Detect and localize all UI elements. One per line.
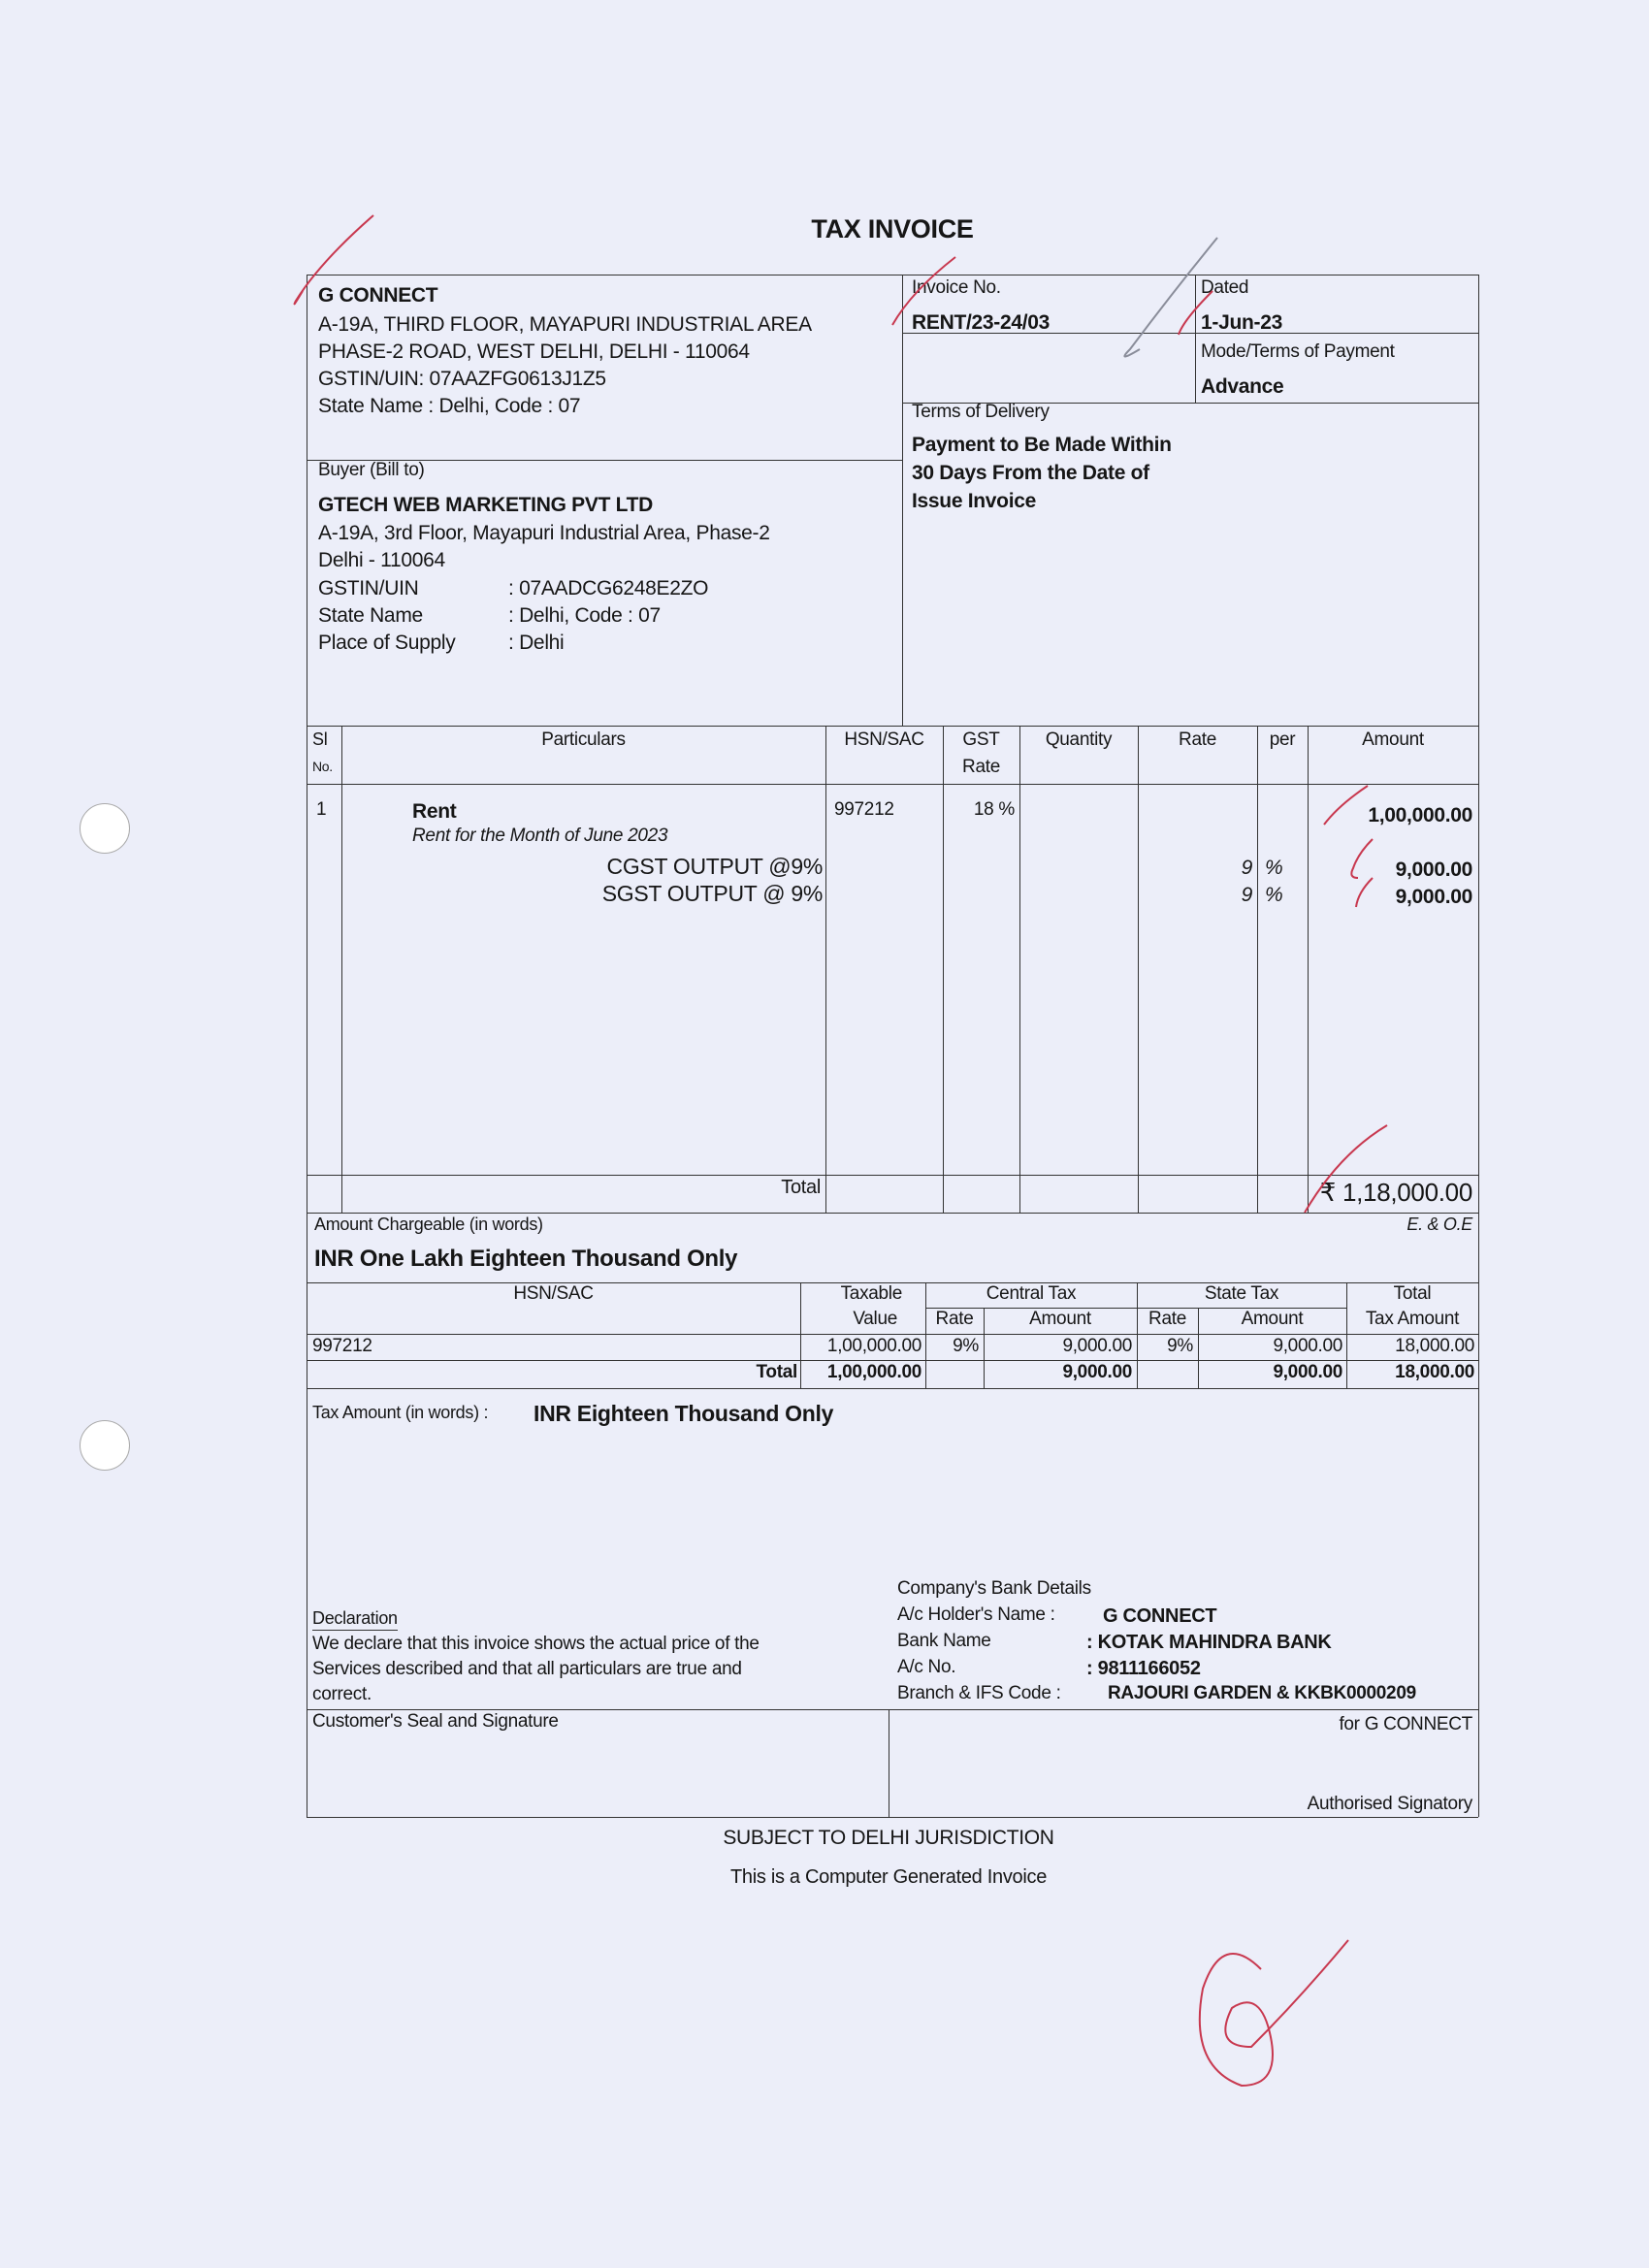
tax-words-label: Tax Amount (in words) :: [312, 1403, 489, 1422]
tax-words: INR Eighteen Thousand Only: [534, 1401, 834, 1426]
seller-address-2: PHASE-2 ROAD, WEST DELHI, DELHI - 110064: [318, 340, 750, 363]
dated-label: Dated: [1201, 277, 1249, 298]
tax-total-st: 9,000.00: [1273, 1362, 1342, 1382]
bank-holder-label: A/c Holder's Name :: [897, 1604, 1055, 1625]
col-sl: Sl: [312, 729, 328, 749]
delivery-label: Terms of Delivery: [912, 402, 1050, 422]
invoice-no: RENT/23-24/03: [912, 311, 1051, 334]
item-amount: 1,00,000.00: [1368, 804, 1472, 826]
tax-col-ct-amount: Amount: [1029, 1309, 1091, 1329]
for-company: for G CONNECT: [1339, 1714, 1472, 1734]
cgst-amount: 9,000.00: [1395, 859, 1472, 881]
customer-signature-label: Customer's Seal and Signature: [312, 1711, 559, 1732]
tax-ct-rate: 9%: [953, 1336, 979, 1356]
col-gst: GST: [962, 729, 1000, 750]
buyer-state: : Delhi, Code : 07: [508, 604, 661, 627]
bank-branch: RAJOURI GARDEN & KKBK0000209: [1108, 1683, 1416, 1703]
authorised-signatory: Authorised Signatory: [1307, 1794, 1472, 1814]
declaration-line: Services described and that all particulars are true and: [312, 1659, 742, 1679]
declaration-line: We declare that this invoice shows the actual price of the: [312, 1634, 760, 1654]
bank-holder: G CONNECT: [1103, 1605, 1217, 1627]
tax-total-label: Total: [756, 1362, 797, 1382]
amount-words-label: Amount Chargeable (in words): [314, 1215, 543, 1234]
amount-words: INR One Lakh Eighteen Thousand Only: [314, 1246, 738, 1272]
jurisdiction: SUBJECT TO DELHI JURISDICTION: [723, 1827, 1054, 1849]
sgst-rate: 9: [1241, 884, 1252, 906]
tax-st-rate: 9%: [1167, 1336, 1193, 1356]
items-total-label: Total: [781, 1177, 821, 1198]
cgst-label: CGST OUTPUT @9%: [606, 854, 823, 879]
bank-name: : KOTAK MAHINDRA BANK: [1086, 1632, 1332, 1653]
sgst-amount: 9,000.00: [1395, 886, 1472, 908]
punch-hole: [80, 803, 130, 854]
tax-col-total: Total: [1393, 1283, 1432, 1304]
buyer-name: GTECH WEB MARKETING PVT LTD: [318, 494, 653, 516]
buyer-address-1: A-19A, 3rd Floor, Mayapuri Industrial Area, Phase-2: [318, 522, 770, 544]
declaration-line: correct.: [312, 1684, 372, 1704]
item-hsn: 997212: [834, 799, 894, 820]
declaration-label: Declaration: [312, 1608, 398, 1631]
seller-address-1: A-19A, THIRD FLOOR, MAYAPURI INDUSTRIAL AREA: [318, 313, 812, 336]
delivery-line: Issue Invoice: [912, 490, 1036, 512]
tax-col-hsn: HSN/SAC: [513, 1283, 594, 1304]
cgst-per: %: [1265, 857, 1283, 879]
sgst-label: SGST OUTPUT @ 9%: [601, 881, 823, 906]
col-particulars: Particulars: [541, 729, 626, 750]
bank-label: Company's Bank Details: [897, 1578, 1091, 1599]
place-of-supply-label: Place of Supply: [318, 632, 456, 654]
mode-value: Advance: [1201, 375, 1284, 398]
bank-ac-label: A/c No.: [897, 1657, 956, 1677]
buyer-gstin: : 07AADCG6248E2ZO: [508, 577, 709, 599]
page-title: TAX INVOICE: [811, 214, 974, 243]
col-rate: Rate: [1179, 729, 1216, 750]
tax-taxable: 1,00,000.00: [826, 1336, 922, 1356]
tax-col-st-amount: Amount: [1241, 1309, 1304, 1329]
bank-branch-label: Branch & IFS Code :: [897, 1683, 1061, 1703]
tax-col-central: Central Tax: [986, 1283, 1077, 1304]
sgst-per: %: [1265, 884, 1283, 906]
place-of-supply: : Delhi: [508, 632, 565, 654]
item-name: Rent: [412, 800, 457, 823]
buyer-state-label: State Name: [318, 604, 423, 627]
seller-name: G CONNECT: [318, 284, 438, 307]
invoice-no-label: Invoice No.: [912, 277, 1001, 298]
buyer-gstin-label: GSTIN/UIN: [318, 577, 419, 599]
col-quantity: Quantity: [1045, 729, 1113, 750]
item-description: Rent for the Month of June 2023: [412, 826, 668, 846]
buyer-label: Buyer (Bill to): [318, 460, 425, 480]
mode-label: Mode/Terms of Payment: [1201, 341, 1395, 362]
tax-col-taxable: Taxable: [840, 1283, 902, 1304]
cgst-rate: 9: [1241, 857, 1252, 879]
punch-hole: [80, 1420, 130, 1471]
bank-name-label: Bank Name: [897, 1631, 991, 1651]
buyer-address-2: Delhi - 110064: [318, 549, 445, 571]
item-gst-rate: 18 %: [973, 799, 1015, 820]
col-per: per: [1269, 729, 1296, 750]
tax-st-amount: 9,000.00: [1273, 1336, 1342, 1356]
tax-total-total: 18,000.00: [1395, 1362, 1474, 1382]
tax-col-st-rate: Rate: [1148, 1309, 1186, 1329]
tax-total-taxable: 1,00,000.00: [826, 1362, 922, 1382]
delivery-line: 30 Days From the Date of: [912, 462, 1149, 484]
eoe: E. & O.E: [1406, 1215, 1472, 1234]
tax-col-total-amount: Tax Amount: [1365, 1309, 1460, 1329]
col-gst-rate: Rate: [962, 757, 1000, 777]
item-sl: 1: [316, 799, 327, 820]
tax-hsn: 997212: [312, 1336, 372, 1356]
seller-gstin: GSTIN/UIN: 07AAZFG0613J1Z5: [318, 368, 606, 390]
tax-col-state: State Tax: [1204, 1283, 1279, 1304]
bank-ac: : 9811166052: [1086, 1658, 1201, 1679]
tax-col-ct-rate: Rate: [935, 1309, 974, 1329]
col-hsn: HSN/SAC: [844, 729, 924, 750]
col-sl-no: No.: [312, 759, 333, 774]
seller-state: State Name : Delhi, Code : 07: [318, 395, 581, 417]
dated-value: 1-Jun-23: [1201, 311, 1282, 334]
col-amount: Amount: [1362, 729, 1424, 750]
tax-ct-amount: 9,000.00: [1062, 1336, 1132, 1356]
computer-generated: This is a Computer Generated Invoice: [729, 1866, 1048, 1888]
delivery-line: Payment to Be Made Within: [912, 434, 1172, 456]
items-total: ₹ 1,18,000.00: [1319, 1178, 1472, 1207]
tax-total: 18,000.00: [1395, 1336, 1474, 1356]
tax-total-ct: 9,000.00: [1062, 1362, 1132, 1382]
tax-col-taxable-value: Value: [853, 1309, 897, 1329]
